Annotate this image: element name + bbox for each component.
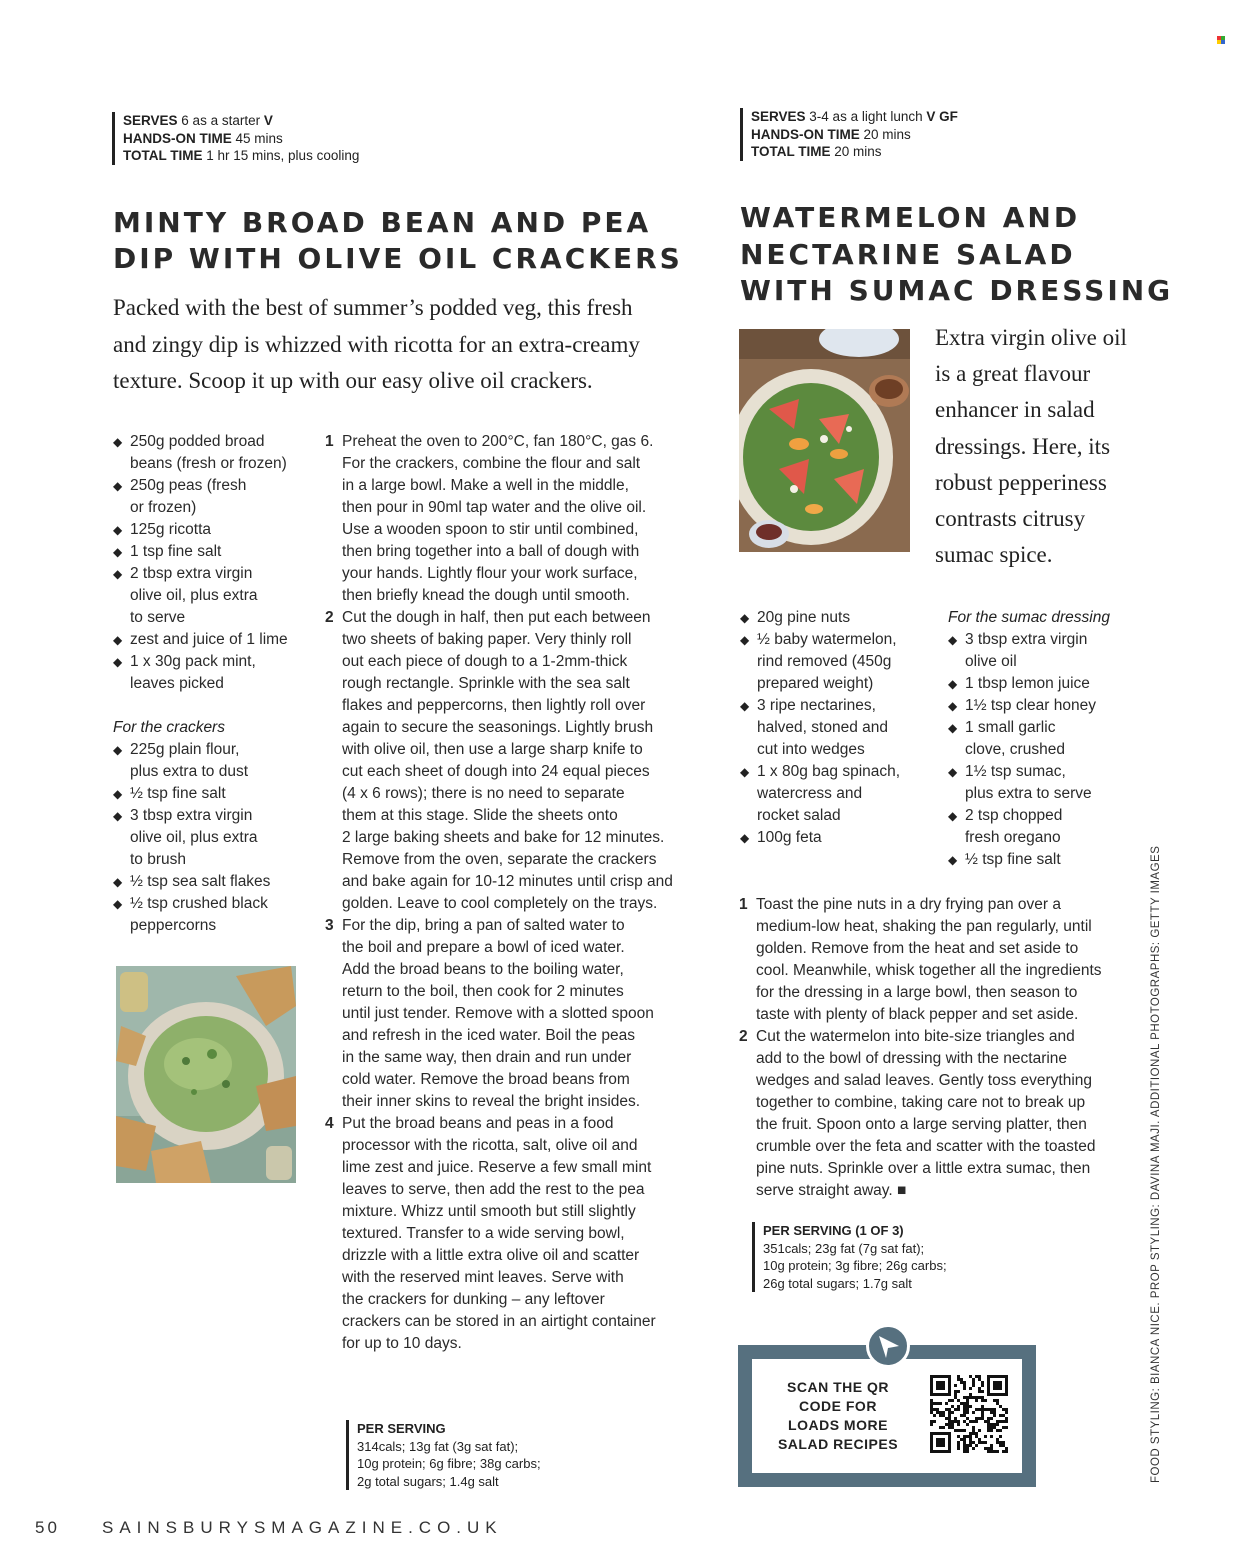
- method-step-number: 2: [325, 609, 334, 626]
- ingredient-item: ◆ ½ tsp fine salt: [113, 783, 318, 805]
- ingredient-item: ◆ 1 small garlic clove, crushed: [948, 717, 1148, 761]
- recipe2-hands-on: HANDS-ON TIME 20 mins: [751, 126, 911, 142]
- method-step: 4 Put the broad beans and peas in a food processor with the ricotta, salt, olive oil and lime zest and juice. Reserve a few small mint leaves to serve, then add the rest to the pea mixture. Whizz until smooth but still slightly textured. Transfer to a wide serving bowl, drizzle with a little extra olive oil and scatter with the reserved mint leaves. Serve with the crackers for dunking – any leftover crackers can be stored in an airtight container for up to 10 days.: [325, 1115, 656, 1352]
- ingredient-item: ◆ 3 tbsp extra virgin olive oil: [948, 629, 1148, 673]
- recipe2-total-time: TOTAL TIME 20 mins: [751, 144, 882, 159]
- ingredient-item: ◆ ½ tsp fine salt: [948, 849, 1148, 871]
- method-step: 1 Preheat the oven to 200°C, fan 180°C, gas 6. For the crackers, combine the flour and salt in a large bowl. Make a well in the middle, then pour in 90ml tap water and the olive oil. Use a wooden spoon to stir until combined, then bring together into a ball of dough with your hands. Lightly flour your work surface, then briefly knead the dough until smooth.: [325, 433, 654, 604]
- recipe2-intro: Extra virgin olive oil is a great flavour enhancer in salad dressings. Here, its robust pepperiness contrasts citrusy sumac spice.: [935, 325, 1127, 568]
- ingredient-item: ◆ 250g peas (fresh or frozen): [113, 475, 318, 519]
- recipe1-nutrition: PER SERVING 314cals; 13g fat (3g sat fat); 10g protein; 6g fibre; 38g carbs; 2g total sugars; 1.4g salt: [346, 1420, 606, 1490]
- ingredient-item: ◆ ½ tsp sea salt flakes: [113, 871, 318, 893]
- recipe1-total-time: TOTAL TIME 1 hr 15 mins, plus cooling: [123, 148, 360, 163]
- recipe1-ingredients-column: [113, 431, 318, 937]
- method-step-number: 2: [739, 1028, 748, 1045]
- crackers-ingredients: [113, 739, 318, 937]
- ingredient-item: ◆ 250g podded broad beans (fresh or frozen): [113, 431, 318, 475]
- recipe2-nutrition: PER SERVING (1 OF 3) 351cals; 23g fat (7g sat fat); 10g protein; 3g fibre; 26g carbs; 26g total sugars; 1.7g salt: [752, 1222, 1012, 1292]
- method-step-number: 4: [325, 1115, 334, 1132]
- recipe2-dressing-column: [948, 607, 1148, 871]
- ingredient-item: ◆ 2 tbsp extra virgin olive oil, plus extra to serve: [113, 563, 318, 629]
- ingredient-item: ◆ 1 tsp fine salt: [113, 541, 318, 563]
- ingredient-item: ◆ 3 ripe nectarines, halved, stoned and cut into wedges: [740, 695, 940, 761]
- recipe2-method: [739, 894, 1144, 1202]
- ingredient-item: ◆ 1 x 30g pack mint, leaves picked: [113, 651, 318, 695]
- qr-promo-text: SCAN THE QR CODE FOR LOADS MORE SALAD RECIPES: [777, 1379, 899, 1452]
- play-arrow-icon: [869, 1327, 907, 1365]
- qr-promo-play-badge[interactable]: [866, 1324, 910, 1368]
- ingredient-item: ◆ 20g pine nuts: [740, 607, 940, 629]
- recipe1-hands-on: HANDS-ON TIME 45 mins: [123, 130, 283, 146]
- recipe1-serves: SERVES 6 as a starter V: [123, 113, 273, 128]
- ingredient-item: ◆ zest and juice of 1 lime: [113, 629, 318, 651]
- salad-photo: [739, 329, 910, 552]
- dressing-ingredients: [948, 629, 1148, 871]
- ingredient-item: ◆ ½ tsp crushed black peppercorns: [113, 893, 318, 937]
- recipe2-title: WATERMELON AND NECTARINE SALAD WITH SUMAC DRESSING: [740, 201, 1174, 307]
- recipe1-intro: Packed with the best of summer’s podded veg, this fresh and zingy dip is whizzed with ricotta for an extra-creamy texture. Scoop it up with our easy olive oil crackers.: [113, 295, 640, 393]
- method-step-number: 1: [739, 896, 748, 913]
- recipe1-meta: [112, 112, 412, 165]
- ingredient-item: ◆ 1½ tsp clear honey: [948, 695, 1148, 717]
- website-url[interactable]: SAINSBURYSMAGAZINE.CO.UK: [102, 1518, 503, 1537]
- recipe1-ingredients: [113, 431, 318, 695]
- ingredient-item: ◆ 1 x 80g bag spinach, watercress and rocket salad: [740, 761, 940, 827]
- ingredient-item: ◆ ½ baby watermelon, rind removed (450g prepared weight): [740, 629, 940, 695]
- method-step-number: 3: [325, 917, 334, 934]
- ingredient-item: ◆ 100g feta: [740, 827, 940, 849]
- page-number: 50: [35, 1518, 60, 1537]
- recipe2-ingredients: [740, 607, 940, 849]
- method-step: 3 For the dip, bring a pan of salted water to the boil and prepare a bowl of iced water. Add the broad beans to the boiling water, return to the boil, then cook for 2 minutes until just tender. Remove with a slotted spoon and refresh in the iced water. Boil the peas in the same way, then drain and run under cold water. Remove the broad beans from their inner skins to reveal the bright insides.: [325, 917, 654, 1110]
- dip-photo: [116, 966, 296, 1183]
- method-step: 2 Cut the watermelon into bite-size triangles and add to the bowl of dressing with the nectarine wedges and salad leaves. Gently toss everything together to combine, taking care not to break up the fruit. Spoon onto a large serving platter, then crumble over the feta and scatter with the toasted pine nuts. Sprinkle over a little extra sumac, then serve straight away. ■: [739, 1028, 1096, 1199]
- dressing-heading: For the sumac dressing: [948, 609, 1110, 626]
- corner-mark: [1217, 31, 1225, 39]
- method-step-number: 1: [325, 433, 334, 450]
- ingredient-item: ◆ 225g plain flour, plus extra to dust: [113, 739, 318, 783]
- method-step: 1 Toast the pine nuts in a dry frying pan over a medium-low heat, shaking the pan regularly, until golden. Remove from the heat and set aside to cool. Meanwhile, whisk together all the ingredients for the dressing in a large bowl, then season to taste with plenty of black pepper and set aside.: [739, 896, 1102, 1023]
- method-step: 2 Cut the dough in half, then put each between two sheets of baking paper. Very thinly roll out each piece of dough to a 1-2mm-thick rough rectangle. Sprinkle with the sea salt flakes and peppercorns, then lightly roll over again to secure the seasonings. Lightly brush with olive oil, then use a large sharp knife to cut each sheet of dough into 24 equal pieces (4 x 6 rows); there is no need to separate them at this stage. Slide the sheets onto 2 large baking sheets and bake for 12 minutes. Remove from the oven, separate the crackers and bake again for 10-12 minutes until crisp and golden. Leave to cool completely on the trays.: [325, 609, 673, 912]
- recipe2-meta: [740, 108, 1040, 161]
- crackers-heading: For the crackers: [113, 719, 225, 736]
- qr-code[interactable]: [930, 1375, 1008, 1453]
- ingredient-item: ◆ 3 tbsp extra virgin olive oil, plus extra to brush: [113, 805, 318, 871]
- photo-credits: FOOD STYLING: BIANCA NICE. PROP STYLING: DAVINA MAJI. ADDITIONAL PHOTOGRAPHS: GETTY IMAGES: [1150, 845, 1162, 1483]
- ingredient-item: ◆ 1½ tsp sumac, plus extra to serve: [948, 761, 1148, 805]
- recipe1-title: MINTY BROAD BEAN AND PEA DIP WITH OLIVE OIL CRACKERS: [113, 206, 683, 275]
- recipe2-serves: SERVES 3-4 as a light lunch V GF: [751, 109, 958, 124]
- ingredient-item: ◆ 2 tsp chopped fresh oregano: [948, 805, 1148, 849]
- ingredient-item: ◆ 1 tbsp lemon juice: [948, 673, 1148, 695]
- ingredient-item: ◆ 125g ricotta: [113, 519, 318, 541]
- recipe1-method: [325, 431, 700, 1355]
